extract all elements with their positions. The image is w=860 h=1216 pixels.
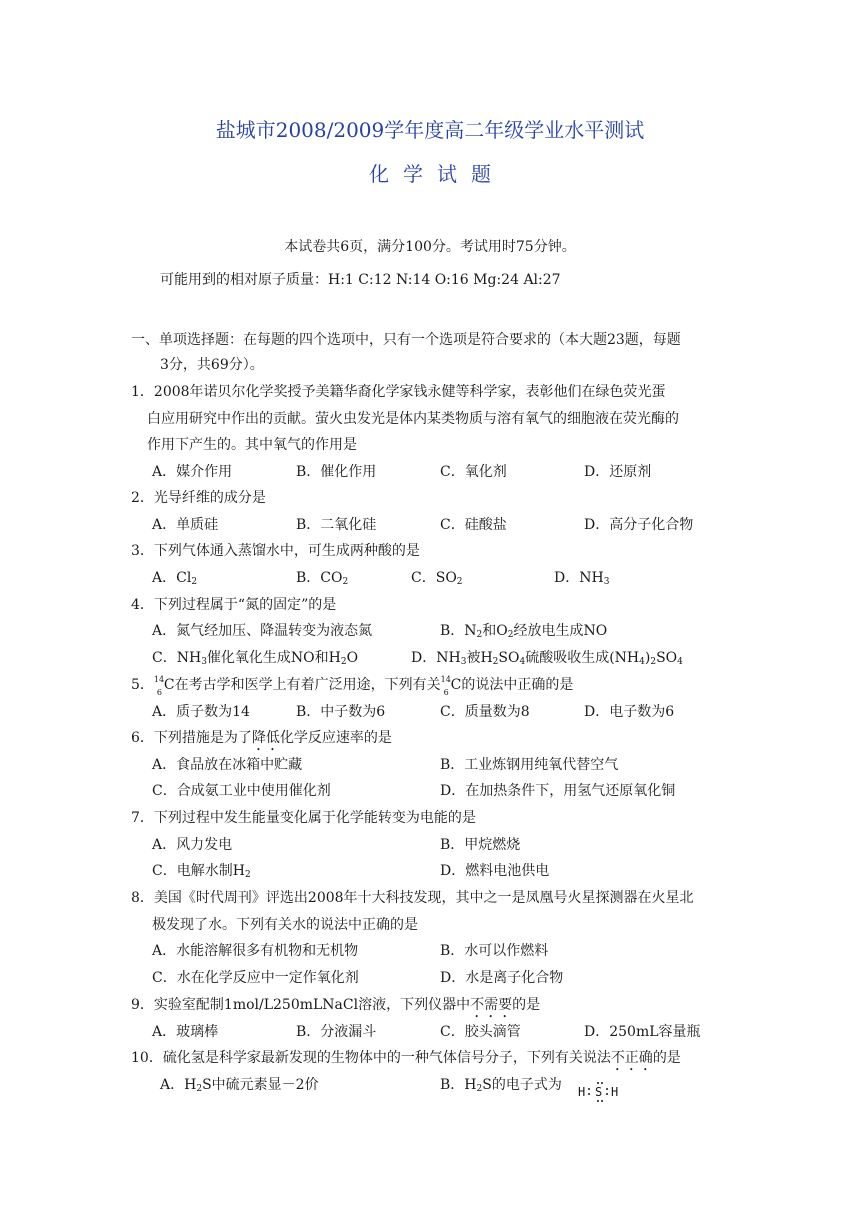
- question-8-stem: 8．美国《时代周刊》评选出2008年十大科技发现，其中之一是凤凰号火星探测器在火星北: [131, 890, 694, 906]
- lewis-s-center: S: [595, 1085, 603, 1099]
- q3-option-c[interactable]: C．$SO_2$: [411, 570, 463, 587]
- q6-option-a[interactable]: A．食品放在冰箱中贮藏: [152, 757, 303, 773]
- q1-option-d[interactable]: D．还原剂: [584, 464, 652, 480]
- question-1-stem: 1．2008年诺贝尔化学奖授予美籍华裔化学家钱永健等科学家，表彰他们在绿色荧光蛋: [131, 384, 666, 400]
- q8-option-a[interactable]: A．水能溶解很多有机物和无机物: [152, 943, 359, 959]
- lewis-h-right: H: [611, 1085, 619, 1099]
- q4-option-b[interactable]: B．$N_2$和$O_2$经放电生成NO: [440, 623, 608, 640]
- exam-title: 盐城市2008/2009学年度高二年级学业水平测试: [215, 118, 645, 142]
- q7-option-d[interactable]: D．燃料电池供电: [440, 863, 550, 879]
- emphasis-word: 降低: [251, 730, 280, 746]
- q8-option-b[interactable]: B．水可以作燃料: [440, 943, 549, 959]
- carbon-14-isotope: 14 6: [153, 675, 165, 697]
- question-5-stem: [131, 675, 574, 697]
- q5-option-b[interactable]: B．中子数为6: [296, 704, 386, 720]
- q4-option-a[interactable]: A．氮气经加压、降温转变为液态氮: [152, 623, 373, 639]
- question-6-stem: 6．下列措施是为了降低化学反应速率的是: [131, 730, 392, 746]
- q9-option-d[interactable]: D．250mL容量瓶: [584, 1024, 701, 1040]
- q9-option-b[interactable]: B．分液漏斗: [296, 1024, 377, 1040]
- q2-option-d[interactable]: D．高分子化合物: [584, 517, 694, 533]
- exam-info: 本试卷共6页，满分100分。考试用时75分钟。: [284, 239, 576, 255]
- q6-option-d[interactable]: D．在加热条件下，用氢气还原氧化铜: [440, 783, 676, 799]
- q9-option-a[interactable]: A．玻璃棒: [152, 1024, 219, 1040]
- q8-option-c[interactable]: C．水在化学反应中一定作氧化剂: [152, 970, 359, 986]
- q7-option-a[interactable]: A．风力发电: [152, 837, 233, 853]
- section-heading-cont: 3分，共69分）。: [160, 357, 264, 373]
- q10-option-a[interactable]: A．$H_2S$中硫元素显－2价: [160, 1077, 319, 1094]
- question-10-stem: 10．硫化氢是科学家最新发现的生物体中的一种气体信号分子，下列有关说法不正确的是: [131, 1050, 681, 1066]
- q2-option-c[interactable]: C．硅酸盐: [440, 517, 507, 533]
- question-3-stem: 3．下列气体通入蒸馏水中，可生成两种酸的是: [131, 543, 420, 559]
- h2s-electron-dot-formula: [576, 1081, 628, 1103]
- q4-option-c[interactable]: C．$NH_3$催化氧化生成NO和$H_2O$: [152, 650, 359, 667]
- q3-option-d[interactable]: D．$NH_3$: [554, 570, 610, 587]
- question-4-stem: 4．下列过程属于“氮的固定”的是: [131, 597, 337, 613]
- q2-option-a[interactable]: A．单质硅: [152, 517, 219, 533]
- exam-subject: 化学试题: [369, 162, 505, 186]
- q6-option-c[interactable]: C．合成氨工业中使用催化剂: [152, 783, 331, 799]
- q5-option-a[interactable]: A．质子数为14: [152, 704, 250, 720]
- question-7-stem: 7．下列过程中发生能量变化属于化学能转变为电能的是: [131, 810, 476, 826]
- question-1-stem-2: 白应用研究中作出的贡献。萤火虫发光是体内某类物质与溶有氧气的细胞液在荧光酶的: [147, 411, 679, 427]
- q10-option-b[interactable]: B．$H_2S$的电子式为: [440, 1077, 562, 1094]
- question-1-stem-3: 作用下产生的。其中氧气的作用是: [147, 437, 357, 453]
- q3-option-a[interactable]: A．$Cl_2$: [152, 570, 198, 587]
- q2-option-b[interactable]: B．二氧化硅: [296, 517, 377, 533]
- question-2-stem: 2．光导纤维的成分是: [131, 490, 266, 506]
- q5-option-c[interactable]: C．质量数为8: [440, 704, 530, 720]
- q1-option-c[interactable]: C．氧化剂: [440, 464, 507, 480]
- atomic-masses: 可能用到的相对原子质量：H:1 C:12 N:14 O:16 Mg:24 Al:27: [160, 272, 561, 288]
- q8-option-d[interactable]: D．水是离子化合物: [440, 970, 564, 986]
- carbon-14-isotope: 14 6: [440, 675, 451, 697]
- section-heading: 一、单项选择题：在每题的四个选项中，只有一个选项是符合要求的（本大题23题，每题: [131, 332, 681, 348]
- q5-stem-text-2: C的说法中正确的是: [450, 677, 574, 693]
- emphasis-word: 不正确: [610, 1050, 653, 1066]
- q7-option-b[interactable]: B．甲烷燃烧: [440, 837, 521, 853]
- question-8-stem-2: 极发现了水。下列有关水的说法中正确的是: [152, 917, 418, 933]
- emphasis-word: 不需要: [470, 997, 513, 1013]
- q5-number: 5．: [131, 677, 154, 693]
- q5-option-d[interactable]: D．电子数为6: [584, 704, 675, 720]
- q1-option-b[interactable]: B．催化作用: [296, 464, 377, 480]
- q5-stem-text: C在考古学和医学上有着广泛用途，下列有关: [163, 677, 441, 693]
- q7-option-c[interactable]: C．电解水制$H_2$: [152, 863, 251, 880]
- q1-option-a[interactable]: A．媒介作用: [152, 464, 233, 480]
- q4-option-d[interactable]: D．$NH_3$被$H_2SO_4$硫酸吸收生成$(NH_4)_2SO_4$: [411, 650, 683, 667]
- lewis-h-left: H: [578, 1085, 586, 1099]
- question-9-stem: 9．实验室配制1mol/L250mLNaCl溶液，下列仪器中不需要的是: [131, 997, 541, 1013]
- q9-option-c[interactable]: C．胶头滴管: [440, 1024, 521, 1040]
- q3-option-b[interactable]: B．$CO_2$: [296, 570, 349, 587]
- q6-option-b[interactable]: B．工业炼钢用纯氧代替空气: [440, 757, 619, 773]
